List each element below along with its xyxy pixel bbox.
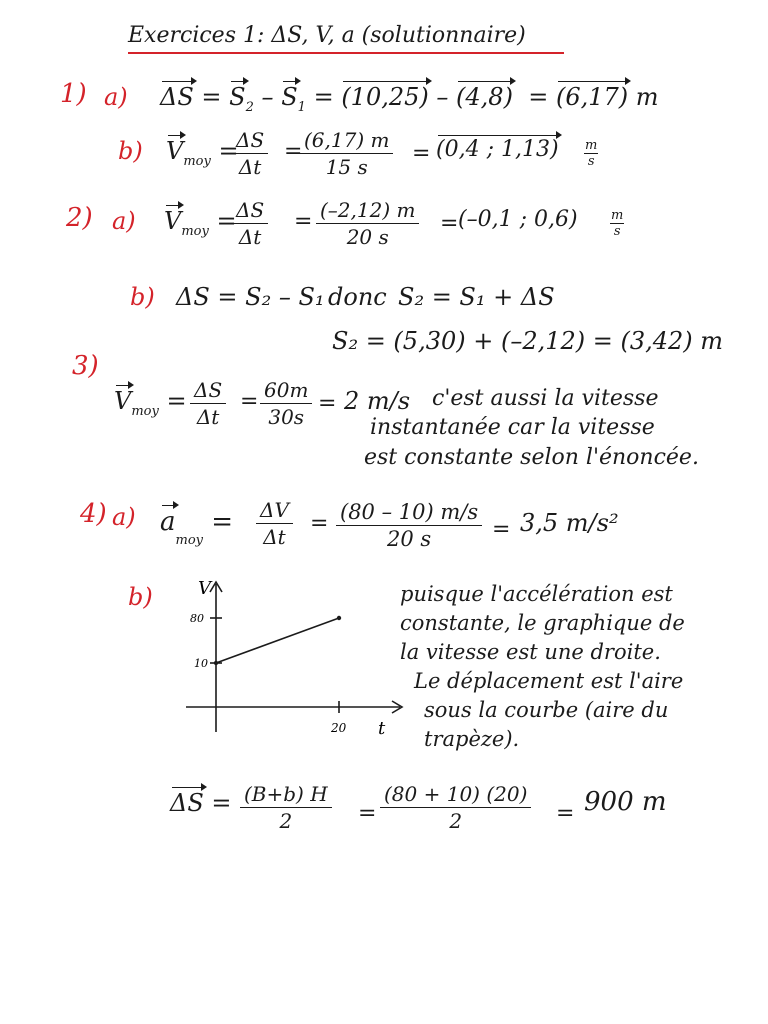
denominator: Δt	[238, 155, 262, 179]
equals-sign: =	[218, 137, 239, 165]
q1a-lhs: ΔS	[160, 83, 194, 111]
q3-note	[364, 384, 699, 472]
q1-number: 1)	[60, 79, 87, 109]
denominator: 2	[279, 809, 293, 833]
velocity-symbol: V	[166, 137, 184, 165]
q2-number: 2)	[66, 203, 93, 233]
unit-numerator: m	[611, 208, 624, 223]
minus-sign: –	[436, 83, 449, 111]
unit-denominator: s	[587, 154, 595, 169]
acceleration-symbol: a	[160, 507, 176, 537]
subscript: moy	[183, 154, 211, 169]
q1a-s2: S	[229, 83, 246, 111]
q2a-unit	[610, 208, 624, 239]
q4a-label: a)	[112, 503, 136, 531]
q2a-fraction-2	[316, 198, 419, 249]
q4b-note	[400, 580, 685, 754]
q2b-line-2: S₂ = (5,30) + (–2,12) = (3,42) m	[332, 327, 724, 355]
denominator: 15 s	[325, 155, 368, 179]
q4b-result: 900 m	[584, 787, 667, 817]
numerator: ΔS	[232, 198, 268, 224]
q2b-donc: donc	[328, 283, 387, 311]
note-line: Le déplacement est l'aire	[414, 668, 684, 693]
data-point	[337, 616, 341, 620]
numerator: 60m	[260, 378, 312, 404]
y-tick-80: 80	[190, 612, 204, 625]
equals-sign: =	[294, 209, 313, 234]
q1b-unit	[584, 138, 598, 169]
numerator: (80 – 10) m/s	[336, 500, 482, 526]
page-title: Exercices 1: ΔS, V, a (solutionnaire)	[128, 23, 526, 48]
equals-sign: =	[318, 391, 337, 416]
q1a-result: (6,17)	[555, 83, 629, 111]
unit: m	[635, 83, 659, 111]
velocity-symbol: V	[114, 387, 132, 415]
q1a-equation	[160, 83, 659, 115]
note-line: trapèze).	[424, 726, 520, 751]
q1b-fraction-2	[300, 128, 393, 179]
denominator: 20 s	[346, 225, 389, 249]
q1a-vector-2: (4,8)	[456, 83, 513, 111]
q1a-vector-1: (10,25)	[341, 83, 429, 111]
denominator: Δt	[238, 225, 262, 249]
q1a-s1: S	[281, 83, 298, 111]
q2a-fraction-1	[232, 198, 268, 249]
q4b-label: b)	[128, 583, 153, 611]
q2b-line-1b: S₂ = S₁ + ΔS	[398, 283, 555, 311]
subscript: moy	[131, 404, 159, 419]
subscript: moy	[181, 224, 209, 239]
subscript: 2	[245, 100, 254, 115]
equals-sign: =	[211, 789, 232, 817]
equals-sign: =	[556, 801, 575, 826]
q4a-fraction-1	[256, 498, 293, 549]
y-tick-10: 10	[194, 657, 208, 670]
unit-denominator: s	[613, 224, 621, 239]
note-line: instantanée car la vitesse	[370, 415, 655, 441]
result-vector: (0,4 ; 1,13)	[436, 137, 559, 162]
denominator: 20 s	[386, 527, 432, 551]
q3-fraction-1	[190, 378, 226, 429]
q4a-lhs	[160, 507, 234, 548]
q1b-label: b)	[118, 137, 143, 165]
numerator: (80 + 10) (20)	[380, 782, 531, 808]
numerator: (6,17) m	[300, 128, 393, 154]
y-axis-label: V	[198, 578, 211, 599]
q2a-label: a)	[112, 207, 136, 235]
velocity-symbol: V	[164, 207, 182, 235]
numerator: (B+b) H	[240, 782, 332, 808]
q2a-result: (–0,1 ; 0,6)	[458, 207, 578, 232]
equals-sign: =	[358, 801, 377, 826]
subscript: moy	[175, 533, 204, 548]
note-line: la vitesse est une droite.	[400, 639, 661, 664]
denominator: Δt	[263, 525, 286, 549]
q2b-line-1: ΔS = S₂ – S₁	[176, 283, 325, 311]
equals-sign: =	[412, 141, 431, 166]
q4b-formula-lhs	[170, 790, 232, 816]
q1a-label: a)	[104, 83, 128, 111]
equals-sign: =	[313, 83, 334, 111]
q1b-fraction-1	[232, 128, 268, 179]
equals-sign: =	[201, 83, 222, 111]
equals-sign: =	[528, 83, 549, 111]
equals-sign: =	[240, 389, 259, 414]
numerator: ΔS	[232, 128, 268, 154]
denominator: Δt	[196, 405, 220, 429]
q2a-lhs	[164, 207, 237, 239]
equals-sign: =	[440, 211, 459, 236]
denominator: 2	[449, 809, 463, 833]
note-line: puisque l'accélération est	[400, 582, 673, 606]
axes	[186, 582, 402, 732]
x-axis-label: t	[378, 718, 386, 739]
q4a-fraction-2	[336, 500, 482, 551]
q3-number: 3)	[72, 351, 99, 381]
velocity-line	[216, 618, 339, 663]
numerator: (–2,12) m	[316, 198, 419, 224]
title-underline	[128, 52, 564, 54]
displacement-symbol: ΔS	[170, 789, 204, 817]
equals-sign: =	[211, 507, 234, 537]
equals-sign: =	[216, 207, 237, 235]
q1b-result	[436, 138, 559, 162]
q3-fraction-2	[260, 378, 312, 429]
unit-numerator: m	[585, 138, 598, 153]
q4a-result: 3,5 m/s²	[520, 509, 619, 537]
q3-result: 2 m/s	[344, 387, 411, 415]
q3-lhs	[114, 387, 187, 419]
q4-number: 4)	[80, 499, 107, 529]
velocity-time-graph	[176, 572, 416, 742]
x-tick-20: 20	[331, 721, 347, 735]
note-line: c'est aussi la vitesse	[432, 386, 659, 411]
minus-sign: –	[261, 83, 274, 111]
data-point	[214, 661, 218, 665]
equals-sign: =	[284, 139, 303, 164]
subscript: 1	[297, 100, 306, 115]
equals-sign: =	[492, 517, 511, 542]
note-line: est constante selon l'énoncée.	[364, 444, 699, 470]
q2b-label: b)	[130, 283, 155, 311]
note-line: constante, le graphique de	[400, 610, 685, 635]
q4b-formula-fraction-1	[240, 782, 332, 833]
numerator: ΔV	[256, 498, 293, 524]
equals-sign: =	[310, 511, 329, 536]
denominator: 30s	[268, 405, 305, 429]
equals-sign: =	[166, 387, 187, 415]
numerator: ΔS	[190, 378, 226, 404]
note-line: sous la courbe (aire du	[424, 697, 669, 722]
q1b-lhs	[166, 137, 239, 169]
q4b-formula-fraction-2	[380, 782, 531, 833]
